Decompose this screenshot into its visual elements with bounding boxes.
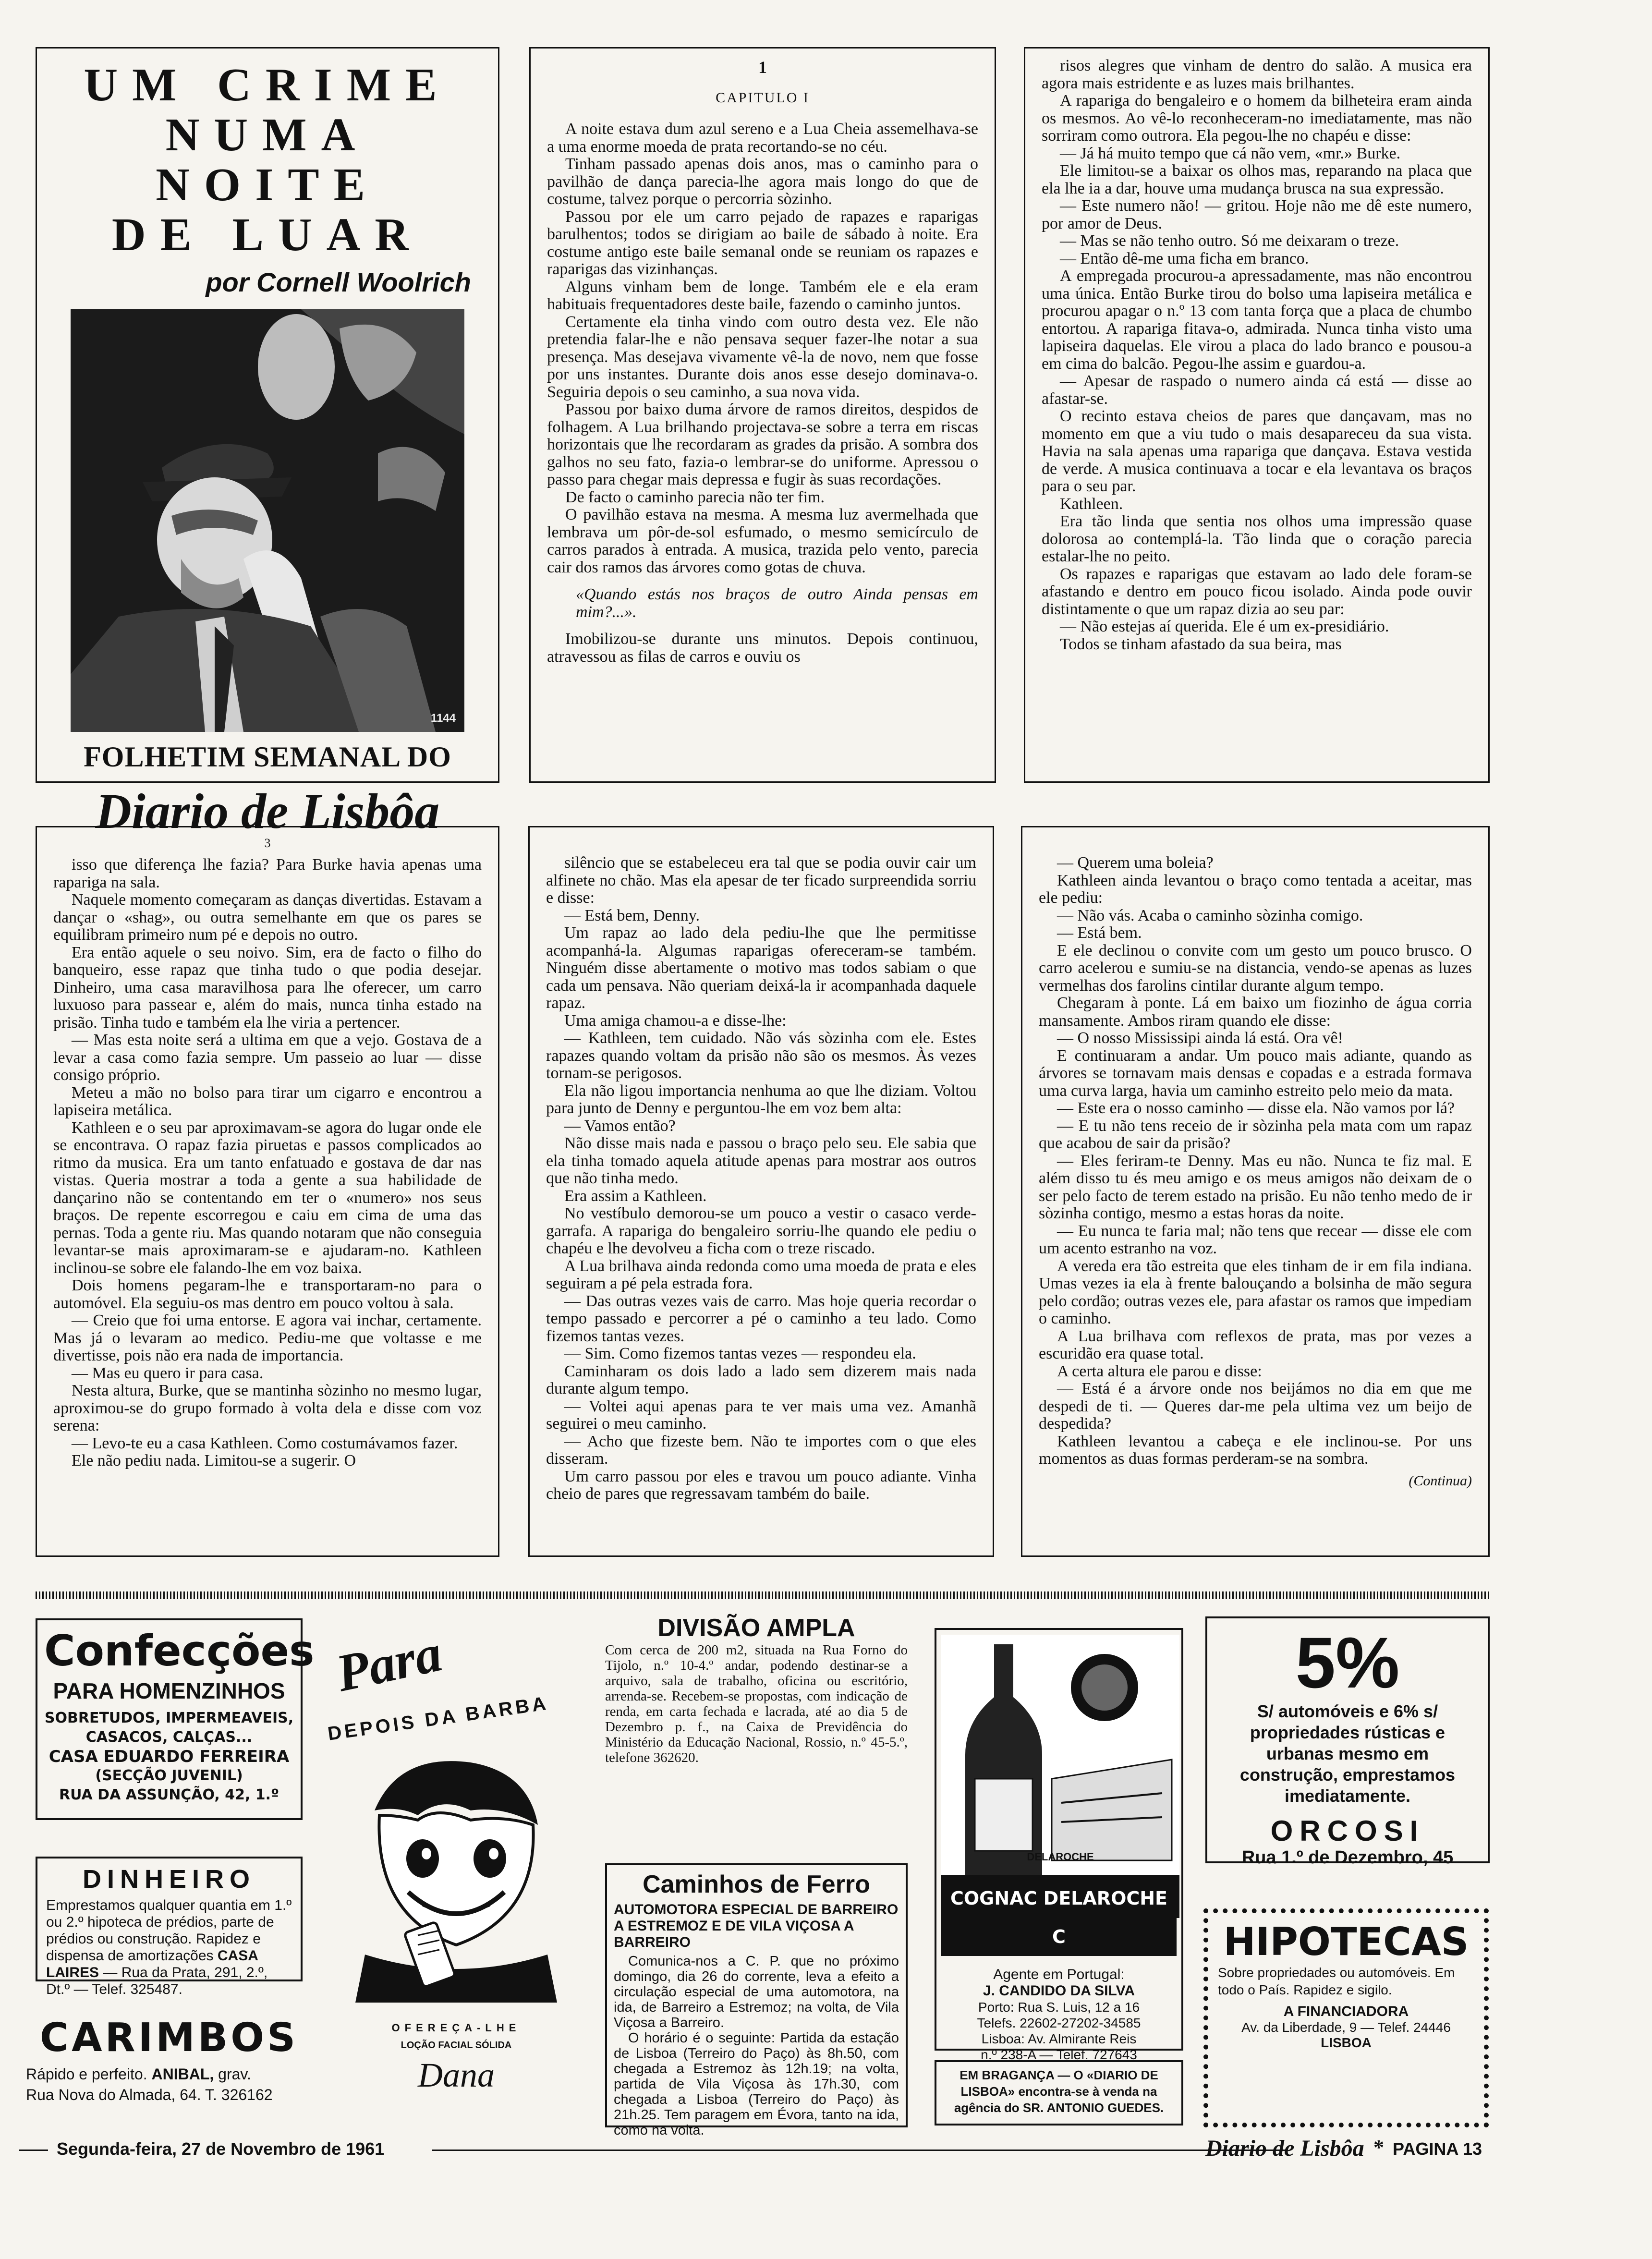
paragraph: Passou por baixo duma árvore de ramos direitos, despidos de folhagem. A Lua brilhando projectava-se sobre a terra em riscas horizontais que lhe recordaram as grades da prisão. A sombra dos galhos no seu fato, fazia-o lembrar-se do uniforme. Apressou o passo para chegar mais depressa e fugir às suas recordações. <box>547 401 978 488</box>
paragraph: Nesta altura, Burke, que se mantinha sòzinho no mesmo lugar, aproximou-se do grupo formado à volta dela e disse com voz serena: <box>53 1382 482 1434</box>
page-number: 3 <box>264 836 271 850</box>
bottle-label-text: DELAROCHE <box>1027 1851 1094 1863</box>
paragraph: Todos se tinham afastado da sua beira, mas <box>1060 635 1342 653</box>
paragraph: — Acho que fizeste bem. Não te importes com o que eles disseram. <box>546 1432 976 1468</box>
paragraph: Kathleen levantou a cabeça e ele inclinou-se. Por uns momentos as duas formas perderam-se na sombra. <box>1039 1432 1472 1468</box>
footer-paper-name: Diario de Lisbôa <box>1205 2136 1364 2161</box>
ad-product: LOÇÃO FACIAL SÓLIDA <box>401 2040 512 2051</box>
paragraph: — Então dê-me uma ficha em branco. <box>1060 249 1309 267</box>
ad-company: A FINANCIADORA <box>1283 2004 1409 2019</box>
paragraph: Ela não ligou importancia nenhuma ao que lhe diziam. Voltou para junto de Denny e perguntou-lhe em voz bem alta: <box>546 1081 976 1117</box>
ad-address: Rua Nova do Almada, 64. T. 326162 <box>26 2086 273 2103</box>
ad-confeccoes <box>36 1618 315 1820</box>
ad-depois: DEPOIS DA BARBA <box>326 1692 550 1745</box>
paragraph: Naquele momento começaram as danças divertidas. Estavam a dançar o «shag», ou outra semelhante em que os pares se equilibram primeiro num pé e depois no outro. <box>53 891 482 944</box>
byline: por Cornell Woolrich <box>206 267 471 297</box>
paragraph: — Eu nunca te faria mal; não tens que recear — disse ele com um acento estranho na voz. <box>1039 1222 1472 1257</box>
paragraph: Alguns vinham bem de longe. Também ele e ela eram habituais frequentadores deste baile, fazendo o caminho juntos. <box>547 278 978 313</box>
story-column <box>528 826 994 1557</box>
cover-illustration <box>71 309 464 732</box>
paragraph: E continuaram a andar. Um pouco mais adiante, quando as árvores se tornavam mais densas e copadas e a estrada formava uma curva larga, havia um caminho estreito pelo meio da mata. <box>1039 1046 1472 1100</box>
paragraph: E ele declinou o convite com um gesto um pouco brusco. O carro acelerou e sumiu-se na distancia, vendo-se apenas as luzes vermelhas dos farolins cintilar durante algum tempo. <box>1039 941 1472 995</box>
ad-title: DINHEIRO <box>82 1865 255 1894</box>
paragraph: Imobilizou-se durante uns minutos. Depois continuou, atravessou as filas de carros e ouviu os <box>547 630 978 666</box>
ad-orcosi <box>1205 1616 1490 1868</box>
ad-divisao-ampla <box>605 1614 908 1765</box>
illustration-signature: 1144 <box>430 712 456 725</box>
paragraph: — Este era o nosso caminho — disse ela. Não vamos por lá? <box>1057 1099 1455 1117</box>
ad-braganca <box>935 2060 1183 2125</box>
ad-text: Rápido e perfeito. <box>26 2065 147 2083</box>
title-line: NUMA NOITE <box>156 109 379 211</box>
paragraph: — Querem uma boleia? <box>1057 854 1214 872</box>
ad-para: Para <box>331 1623 447 1703</box>
paragraph: — Vamos então? <box>564 1117 676 1135</box>
story-column <box>1021 826 1490 1557</box>
ad-brand: COGNAC DELAROCHE C <box>941 1879 1177 1956</box>
footer-page: PAGINA 13 <box>1393 2139 1482 2159</box>
paragraph: — O nosso Mississipi ainda lá está. Ora vê! <box>1057 1029 1343 1047</box>
ad-percent: 5% <box>1295 1622 1400 1703</box>
ad-hipotecas <box>1203 1908 1489 2127</box>
story-title <box>49 60 486 260</box>
story-column <box>529 47 996 783</box>
ads-separator <box>36 1591 1490 1599</box>
ad-address: Rua 1.º de Dezembro, 45 <box>1241 1847 1454 1868</box>
paragraph: — Kathleen, tem cuidado. Não vás sòzinha com ele. Estes rapazes quando voltam da prisão não são os mesmos. Às vezes tornam-se perigosos. <box>546 1029 976 1082</box>
paragraph: O recinto estava cheios de pares que dançavam, mas no momento em que a viu tudo o mais desapareceu da sua vista. Havia na sala apenas uma rapariga que dançava. Estava vestida de verde. A musica continuava a tocar e ela levantava os braços para o seu par. <box>1042 407 1472 495</box>
paragraph: Caminharam os dois lado a lado sem dizerem mais nada durante algum tempo. <box>546 1362 976 1397</box>
ad-address: — Rua da Prata, 291, 2.º, Dt.º — Telef. 325487. <box>46 1965 268 1997</box>
ad-title: CARIMBOS <box>39 2015 299 2061</box>
page-number: 1 <box>758 58 767 77</box>
agent-address: Lisboa: Av. Almirante Reis <box>981 2031 1137 2046</box>
ad-text: EM BRAGANÇA — O «DIARIO DE LISBOA» encontra-se à venda na agência do SR. ANTONIO GUEDES. <box>954 2068 1164 2115</box>
paragraph: Um carro passou por eles e travou um pouco adiante. Vinha cheio de pares que regressavam também do baile. <box>546 1467 976 1503</box>
paragraph: isso que diferença lhe fazia? Para Burke havia apenas uma rapariga na sala. <box>53 856 482 891</box>
ad-text: grav. <box>218 2065 251 2083</box>
ad-text: Comunica-nos a C. P. que no próximo domingo, dia 26 do corrente, leva a efeito a circulação especial de uma automotora, na ida, de Barreiro a Estremoz; na volta, de Vila Viçosa a Barreiro. <box>614 1954 899 2030</box>
paragraph: — Está é a árvore onde nos beijámos no dia em que me despedi de ti. — Queres dar-me pela ultima vez um beijo de despedida? <box>1039 1380 1472 1433</box>
ad-carimbos <box>26 2015 312 2125</box>
story-column <box>1024 47 1490 783</box>
paragraph: — Está bem, Denny. <box>564 906 700 924</box>
paragraph: De facto o caminho parecia não ter fim. <box>565 488 825 506</box>
ad-line: RUA DA ASSUNÇÃO, 42, 1.º <box>59 1786 279 1803</box>
ad-line: CASACOS, CALÇAS... <box>85 1729 253 1746</box>
cognac-bottle-illustration <box>941 1635 1179 1918</box>
paragraph: Dois homens pegaram-lhe e transportaram-no para o automóvel. Ela seguiu-os mas dentro em pouco voltou à sala. <box>53 1276 482 1312</box>
ad-city: LISBOA <box>1321 2035 1372 2050</box>
ad-brand: Dana <box>418 2056 495 2094</box>
paragraph: A certa altura ele parou e disse: <box>1057 1362 1262 1380</box>
paragraph: A noite estava dum azul sereno e a Lua Cheia assemelhava-se a uma enorme moeda de prata recortando-se no céu. <box>547 120 978 156</box>
paragraph: A rapariga do bengaleiro e o homem da bilheteira eram ainda os mesmos. Ao vê-lo reconheceram-no imediatamente, mas não sorriram como outrora. Ela pegou-lhe no chapéu e disse: <box>1042 92 1472 145</box>
paragraph: Meteu a mão no bolso para tirar um cigarro e encontrou a lapiseira metálica. <box>53 1083 482 1119</box>
paragraph: — Mas se não tenho outro. Só me deixaram o treze. <box>1060 232 1399 250</box>
cover-panel <box>36 47 499 839</box>
ad-title: Confecções <box>44 1626 315 1676</box>
agent-address: n.º 238-A — Telef. 727643 <box>981 2047 1137 2062</box>
paragraph: Certamente ela tinha vindo com outro desta vez. Ele não pretendia falar-lhe e não pensava sequer fazer-lhe notar a sua presença. Mas desejava vivamente vê-la de novo, nem que fosse por uns instantes. Durante dois anos esse desejo dominava-o. Seguiria depois o seu caminho, a sua nova vida. <box>547 313 978 401</box>
paragraph: Tinham passado apenas dois anos, mas o caminho para o pavilhão de dança parecia-lhe agora mais longo do que de costume, talvez porque o percorria sòzinho. <box>547 155 978 208</box>
footer-left-rule <box>19 2150 48 2151</box>
paragraph: — Levo-te eu a casa Kathleen. Como costumávamos fazer. <box>72 1434 458 1452</box>
paragraph: A Lua brilhava ainda redonda como uma moeda de prata e eles seguiram a pé pela estrada fora. <box>546 1257 976 1292</box>
story-column <box>36 826 499 1557</box>
paragraph: Kathleen ainda levantou o braço como tentada a aceitar, mas ele pediu: <box>1039 871 1472 907</box>
agent-label: Agente em Portugal: <box>993 1967 1125 1982</box>
title-line: DE LUAR <box>111 209 424 261</box>
ad-offer: OFEREÇA-LHE <box>391 2022 521 2034</box>
ad-text: Sobre propriedades ou automóveis. Em todo o País. Rapidez e sigilo. <box>1218 1965 1455 1997</box>
ad-text: Com cerca de 200 m2, situada na Rua Forno do Tijolo, n.º 10-4.º andar, podendo destinar-se a arquivo, sala de trabalho, oficina ou escritório, arrenda-se. Recebem-se propostas, com indicação de renda, em carta fechada e lacrada, até ao dia 5 de Dezembro p. f., na Caixa de Previdência do Ministério da Educação Nacional, Rossio, n.º 45-5.º, telefone 362620. <box>605 1642 908 1765</box>
ad-title: HIPOTECAS <box>1223 1919 1469 1964</box>
paragraph: Passou por ele um carro pejado de rapazes e raparigas barulhentos; todos se dirigiam ao baile de sábado à noite. Era costume antigo este baile semanal onde se reuniam os rapazes e raparigas das vizinhanças. <box>547 207 978 278</box>
ad-cognac-delaroche <box>935 1628 1183 2062</box>
paragraph: — Apesar de raspado o numero ainda cá está — disse ao afastar-se. <box>1042 372 1472 408</box>
chapter-heading: CAPITULO I <box>716 90 810 106</box>
ad-line: (SECÇÃO JUVENIL) <box>95 1767 243 1784</box>
ad-subtitle: PARA HOMENZINHOS <box>53 1678 285 1703</box>
paragraph: — Mas eu quero ir para casa. <box>72 1364 264 1382</box>
smiling-face-illustration <box>346 1753 567 2003</box>
paragraph: Era assim a Kathleen. <box>564 1187 707 1205</box>
paragraph: — Não estejas aí querida. Ele é um ex-presidiário. <box>1060 618 1389 635</box>
ad-company: CASA LAIRES <box>46 1948 258 1980</box>
ad-line: CASA EDUARDO FERREIRA <box>49 1747 290 1766</box>
man-in-hat-illustration <box>71 309 464 732</box>
paragraph: A empregada procurou-a apressadamente, mas não encontrou uma única. Então Burke tirou do bolso uma lapiseira metálica e procurou apagar o n.º 13 com tanta força que a placa de chumbo entortou. A rapariga fitava-o, admirada. Nunca tinha visto uma lapiseira daquelas. Ele virou a placa do lado branco e pousou-a em cima do balcão. Pegou-lhe assim e guardou-a. <box>1042 267 1472 373</box>
newspaper-name: Diario de Lisbôa <box>95 784 440 839</box>
paragraph: Era tão linda que sentia nos olhos uma impressão quase dolorosa ao contemplá-la. Tão linda que o coração parecia estalar-lhe no peito. <box>1042 512 1472 565</box>
paragraph: Uma amiga chamou-a e disse-lhe: <box>564 1011 787 1030</box>
ad-text: O horário é o seguinte: Partida da estação de Lisboa (Terreiro do Paço) às 8h.50, com chegada a Estremoz às 12h.19; na volta, partida de Vila Viçosa às 17h.30, com chegada a Lisboa (Terreiro do Paço) às 21h.25. Tem paragem em Évora, tanto na ida, como na volta. <box>614 2030 899 2138</box>
paragraph: — Eles feriram-te Denny. Mas eu não. Nunca te fiz mal. E além disso tu és meu amigo e os meus amigos não deixam de o ser pelo facto de terem estado na prisão. Eu não tenho medo de ir sòzinha contigo, mesmo a estas horas da noite. <box>1039 1152 1472 1222</box>
ad-name: ANIBAL, <box>151 2065 214 2083</box>
paragraph: — E tu não tens receio de ir sòzinha pela mata com um rapaz que acabou de sair da prisão? <box>1039 1117 1472 1152</box>
footer-star-icon: * <box>1373 2136 1384 2159</box>
paragraph: — Está bem. <box>1057 924 1142 942</box>
paragraph: Kathleen e o seu par aproximavam-se agora do lugar onde ele se encontrava. O rapaz fazia piruetas e passos complicados ao ritmo da musica. Era um tanto enfatuado e gostava de dar nas vistas. Queria mostrar a toda a gente a sua habilidade de dançarino não se contentando em ter o «numero» nos seus braços. De repente escorregou e caiu em cima de uma das pernas. Toda a gente riu. Mas quando notaram que não conseguia levantar-se mais aproximaram-se e ajudaram-no. Kathleen inclinou-se sobre ele falando-lhe em voz baixa. <box>53 1118 482 1277</box>
agent-address: Porto: Rua S. Luis, 12 a 16 <box>978 2000 1140 2015</box>
paragraph: — Mas esta noite será a ultima em que a vejo. Gostava de a levar a casa como fazia sempre. Um passeio ao luar — disse consigo próprio. <box>53 1031 482 1084</box>
paragraph: Era então aquele o seu noivo. Sim, era de facto o filho do banqueiro, esse rapaz que tinha tudo o que podia desejar. Dinheiro, uma casa maravilhosa para lhe oferecer, um carro luxuoso para passear e, além do mais, nunca tinha estado na prisão. Tinha tudo e também ela lhe viria a pertencer. <box>53 943 482 1032</box>
ad-title: DIVISÃO AMPLA <box>657 1614 855 1642</box>
paragraph: Os rapazes e raparigas que estavam ao lado dele foram-se afastando e dentro em pouco ficou isolado. Ainda pode ouvir distintamente o que um rapaz dizia ao seu par: <box>1042 565 1472 618</box>
song-quote: «Quando estás nos braços de outro Ainda pensas em mim?...». <box>576 585 978 621</box>
paragraph: No vestíbulo demorou-se um pouco a vestir o casaco verde-garrafa. A rapariga do bengaleiro sorriu-lhe quando ele pediu o chapéu e lhe devolveu a ficha com o treze riscado. <box>546 1204 976 1257</box>
paragraph: — Já há muito tempo que cá não vem, «mr.» Burke. <box>1060 144 1401 162</box>
paragraph: Ele limitou-se a baixar os olhos mas, reparando na placa que ela lhe ia a dar, houve uma mudança brusca na sua expressão. <box>1042 162 1472 197</box>
ad-dinheiro <box>36 1857 303 1997</box>
paragraph: — Creio que foi uma entorse. E agora vai inchar, certamente. Mas já o levaram ao medico. Pediu-me que voltasse e me divertisse, pois não era nada de importancia. <box>53 1312 482 1364</box>
agent-name: J. CANDIDO DA SILVA <box>983 1983 1135 1999</box>
paragraph: — Este numero não! — gritou. Hoje não me dê este numero, por amor de Deus. <box>1042 197 1472 232</box>
series-label: FOLHETIM SEMANAL DO <box>84 741 451 773</box>
continua-label: (Continua) <box>1409 1472 1472 1489</box>
paragraph: — Das outras vezes vais de carro. Mas hoje queria recordar o tempo passado e percorrer a pé o caminho a teu lado. Como fizemos tantas vezes. <box>546 1292 976 1345</box>
ad-address: Av. da Liberdade, 9 — Telef. 24446 <box>1241 2020 1451 2035</box>
footer-date: Segunda-feira, 27 de Novembro de 1961 <box>57 2139 385 2159</box>
paragraph: risos alegres que vinham de dentro do salão. A musica era agora mais estridente e as luzes mais brilhantes. <box>1042 57 1472 92</box>
paragraph: Kathleen. <box>1060 495 1123 513</box>
ad-title: Caminhos de Ferro <box>643 1870 870 1898</box>
paragraph: — Não vás. Acaba o caminho sòzinha comigo. <box>1057 906 1363 924</box>
paragraph: Um rapaz ao lado dela pediu-lhe que lhe permitisse acompanhá-la. Algumas raparigas ofereceram-se também. Ninguém disse abertamente o motivo mas todos sabiam o que cada um pensava. Não queriam deixá-la ir acompanhada daquele rapaz. <box>546 924 976 1012</box>
ad-text: Emprestamos qualquer quantia em 1.º ou 2.º hipoteca de prédios, parte de prédios ou construção. Rapidez e dispensa de amortizações <box>46 1897 292 1964</box>
paragraph: — Voltei aqui apenas para te ver mais uma vez. Amanhã seguirei o meu caminho. <box>546 1397 976 1433</box>
ad-line: SOBRETUDOS, IMPERMEAVEIS, <box>44 1710 294 1726</box>
agent-phones: Telefs. 22602-27202-34585 <box>977 2016 1141 2030</box>
footer-middle-rule <box>432 2150 1287 2151</box>
paragraph: Chegaram à ponte. Lá em baixo um fiozinho de água corria mansamente. Ambos riram quando ele disse: <box>1039 994 1472 1030</box>
paragraph: O pavilhão estava na mesma. A mesma luz avermelhada que lembrava um pôr-de-sol esfumado, o mesmo semicírculo de carros parados à entrada. A musica, trazida pelo vento, parecia cair dos ramos das árvores como gotas de chuva. <box>547 506 978 576</box>
ad-caminhos-de-ferro <box>605 1863 908 2138</box>
ad-subtitle: AUTOMOTORA ESPECIAL DE BARREIRO A ESTREMOZ E DE VILA VIÇOSA A BARREIRO <box>614 1902 899 1950</box>
ad-company: ORCOSI <box>1270 1815 1425 1847</box>
paragraph: A vereda era tão estreita que eles tinham de ir em fila indiana. Umas vezes ia ela à frente balouçando a bolsinha de mão segura pelo cordão; outras vezes ele, para afastar os ramos que impediam o caminho. <box>1039 1257 1472 1327</box>
ad-dana <box>317 1623 595 2123</box>
title-line: UM CRIME <box>84 59 451 111</box>
paragraph: Ele não pediu nada. Limitou-se a sugerir. O <box>72 1452 356 1470</box>
paragraph: A Lua brilhava com reflexos de prata, mas por vezes a escuridão era quase total. <box>1039 1327 1472 1362</box>
paragraph: Não disse mais nada e passou o braço pelo seu. Ele sabia que ela tinha tomado aquela atitude apenas para mostrar aos outros que não tinha medo. <box>546 1134 976 1187</box>
ad-text: S/ automóveis e 6% s/ propriedades rústicas e urbanas mesmo em construção, emprestamos imediatamente. <box>1239 1701 1456 1806</box>
paragraph: — Sim. Como fizemos tantas vezes — respondeu ela. <box>564 1345 916 1362</box>
paragraph: silêncio que se estabeleceu era tal que se podia ouvir cair um alfinete no chão. Mas ela apesar de ter ficado surpreendida sorriu e disse: <box>546 854 976 907</box>
